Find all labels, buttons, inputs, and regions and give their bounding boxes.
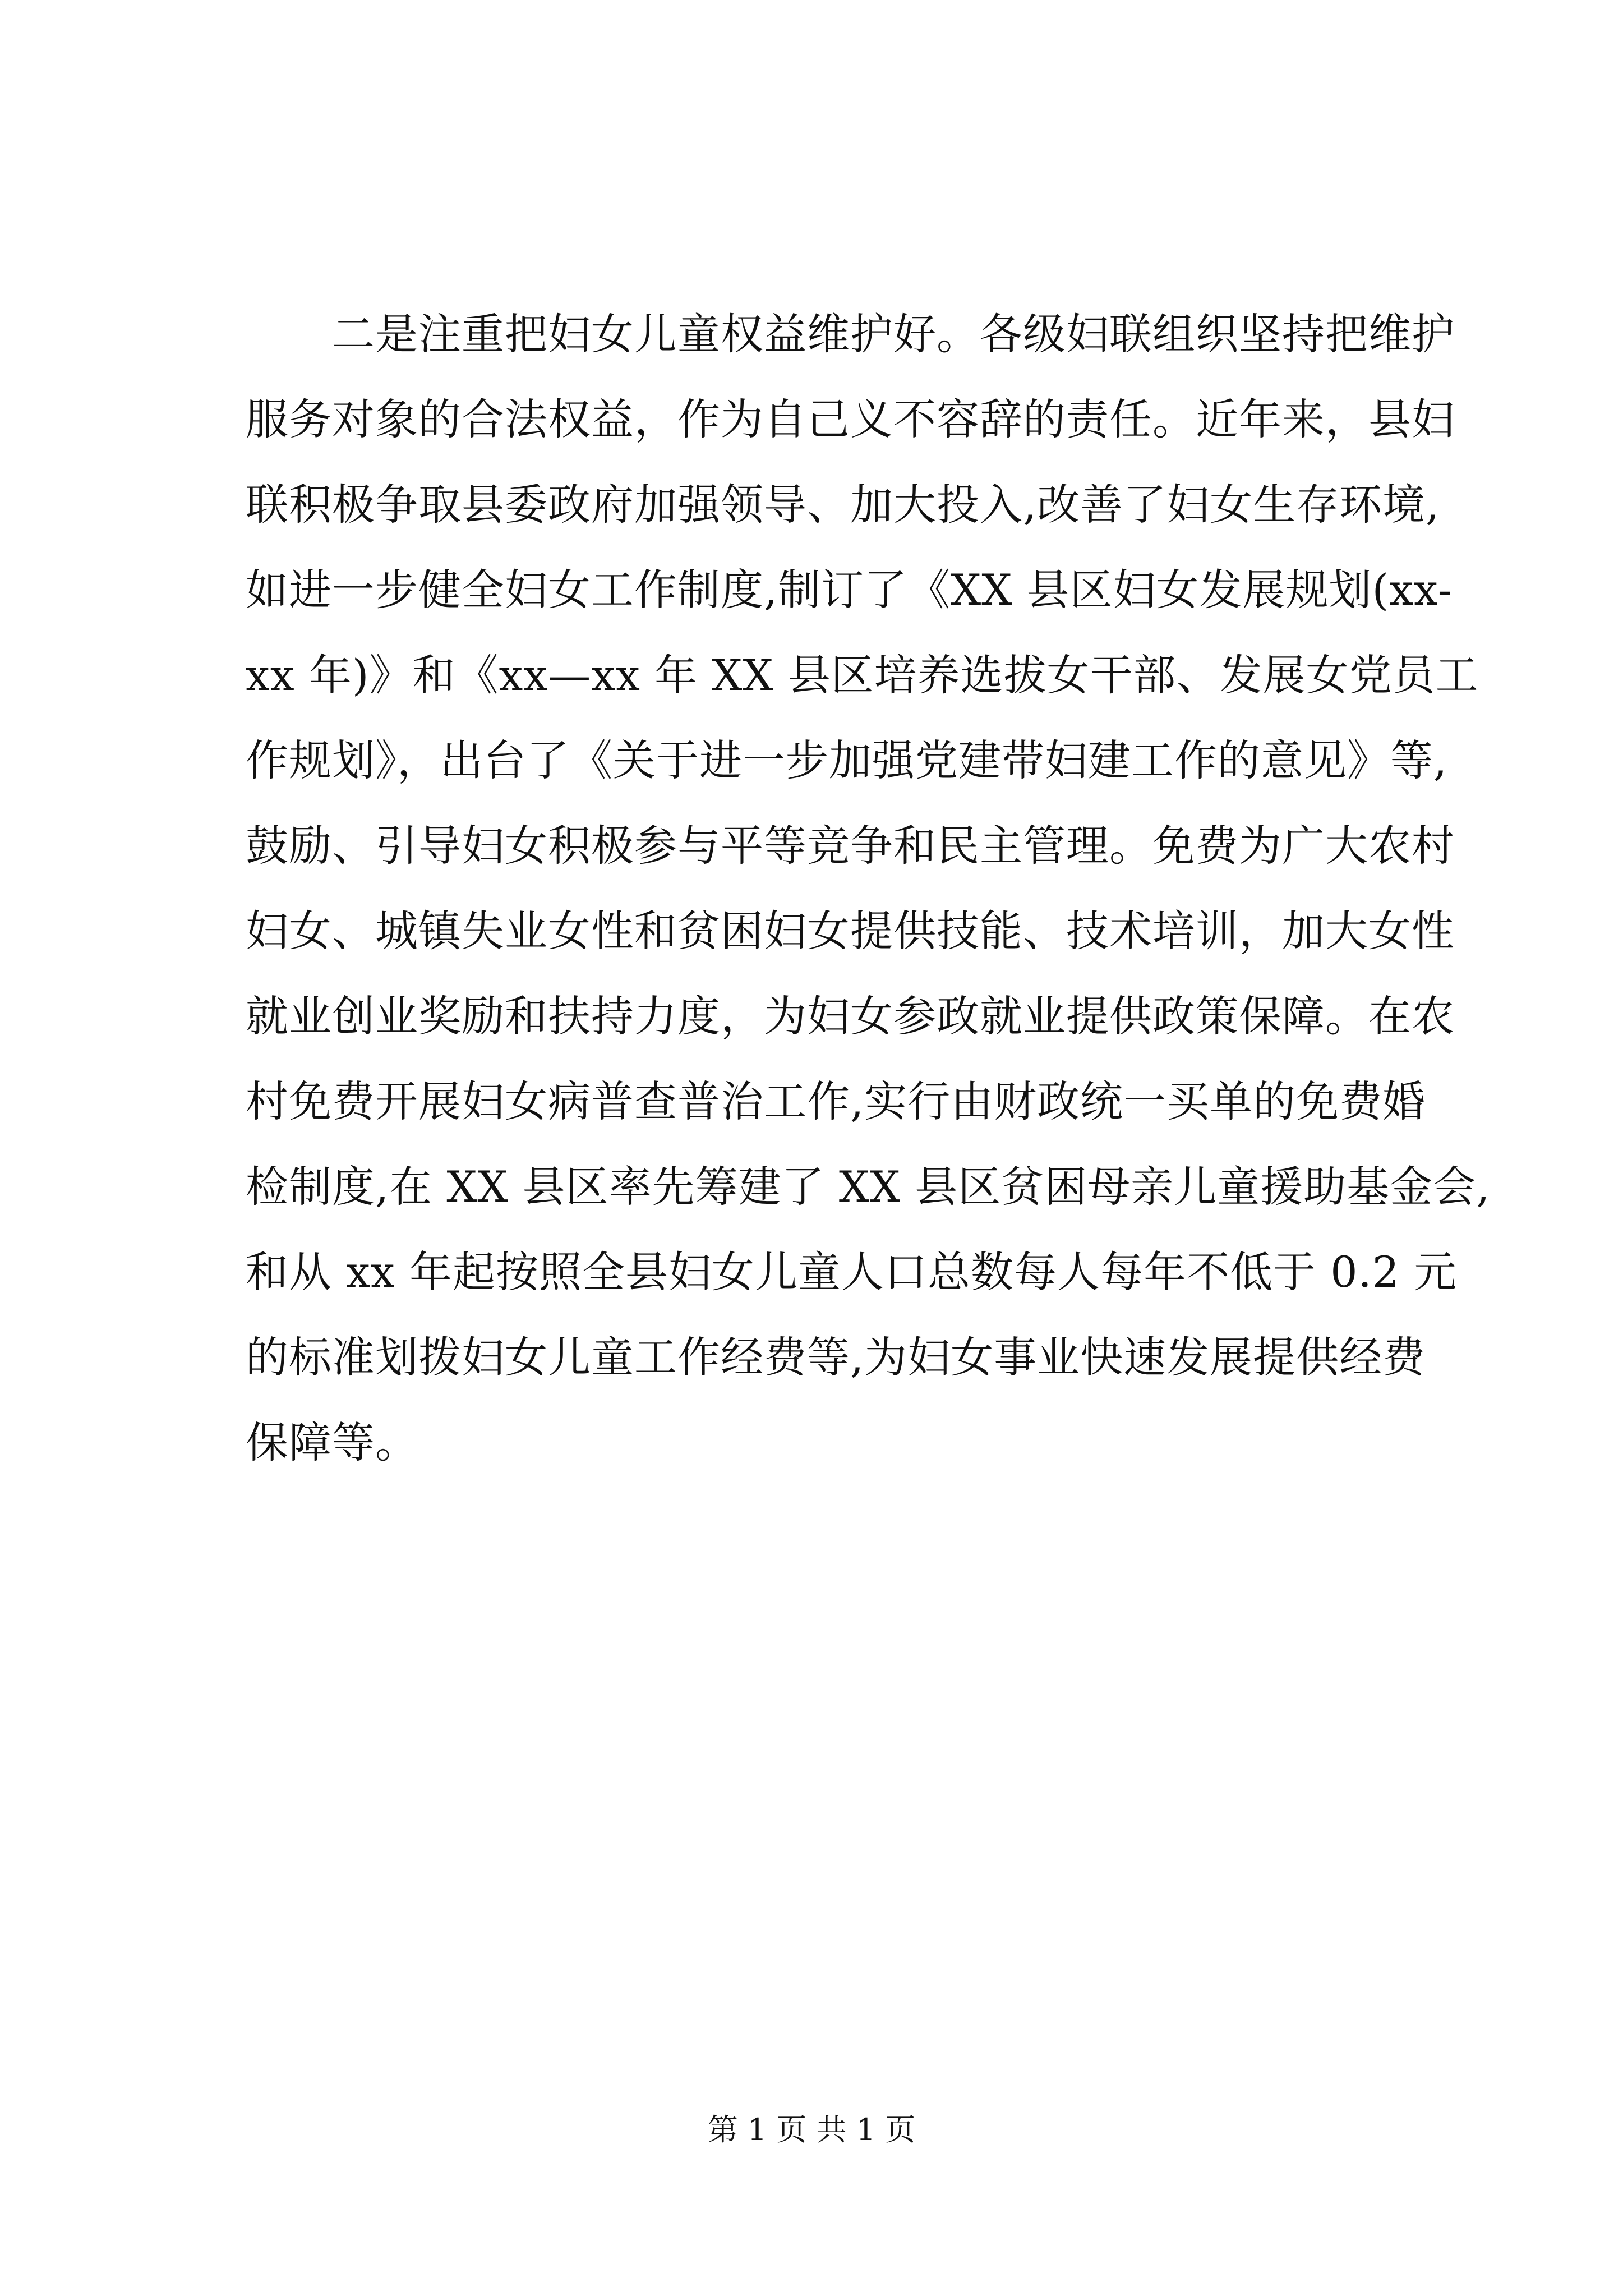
paragraph-line: xx 年)》和《xx—xx 年 XX 县区培养选拔女干部、发展女党员工 xyxy=(246,650,1479,700)
paragraph-line: 就业创业奖励和扶持力度，为妇女参政就业提供政策保障。在农 xyxy=(246,991,1455,1041)
paragraph-line: 作规划》，出台了《关于进一步加强党建带妇建工作的意见》等, xyxy=(246,735,1448,785)
paragraph-line: 二是注重把妇女儿童权益维护好。各级妇联组织坚持把维护 xyxy=(246,309,1455,359)
paragraph-line: 村免费开展妇女病普查普治工作,实行由财政统一买单的免费婚 xyxy=(246,1076,1426,1126)
paragraph-line: 检制度,在 XX 县区率先筹建了 XX 县区贫困母亲儿童援助基金会, xyxy=(246,1162,1491,1212)
page-number-footer: 第 1 页 共 1 页 xyxy=(707,2112,916,2147)
body-paragraph xyxy=(246,292,1491,1485)
paragraph-line: 妇女、城镇失业女性和贫困妇女提供技能、技术培训，加大女性 xyxy=(246,906,1455,956)
paragraph-line: 和从 xx 年起按照全县妇女儿童人口总数每人每年不低于 0.2 元 xyxy=(246,1247,1458,1297)
paragraph-line: 保障等。 xyxy=(246,1418,418,1467)
paragraph-line: 鼓励、引导妇女积极参与平等竞争和民主管理。免费为广大农村 xyxy=(246,821,1455,871)
paragraph-line: 联积极争取县委政府加强领导、加大投入,改善了妇女生存环境, xyxy=(246,480,1440,530)
paragraph-line: 服务对象的合法权益，作为自己义不容辞的责任。近年来，县妇 xyxy=(246,394,1455,444)
paragraph-line: 的标准划拨妇女儿童工作经费等,为妇女事业快速发展提供经费 xyxy=(246,1332,1426,1382)
paragraph-line: 如进一步健全妇女工作制度,制订了《XX 县区妇女发展规划(xx- xyxy=(246,565,1453,615)
